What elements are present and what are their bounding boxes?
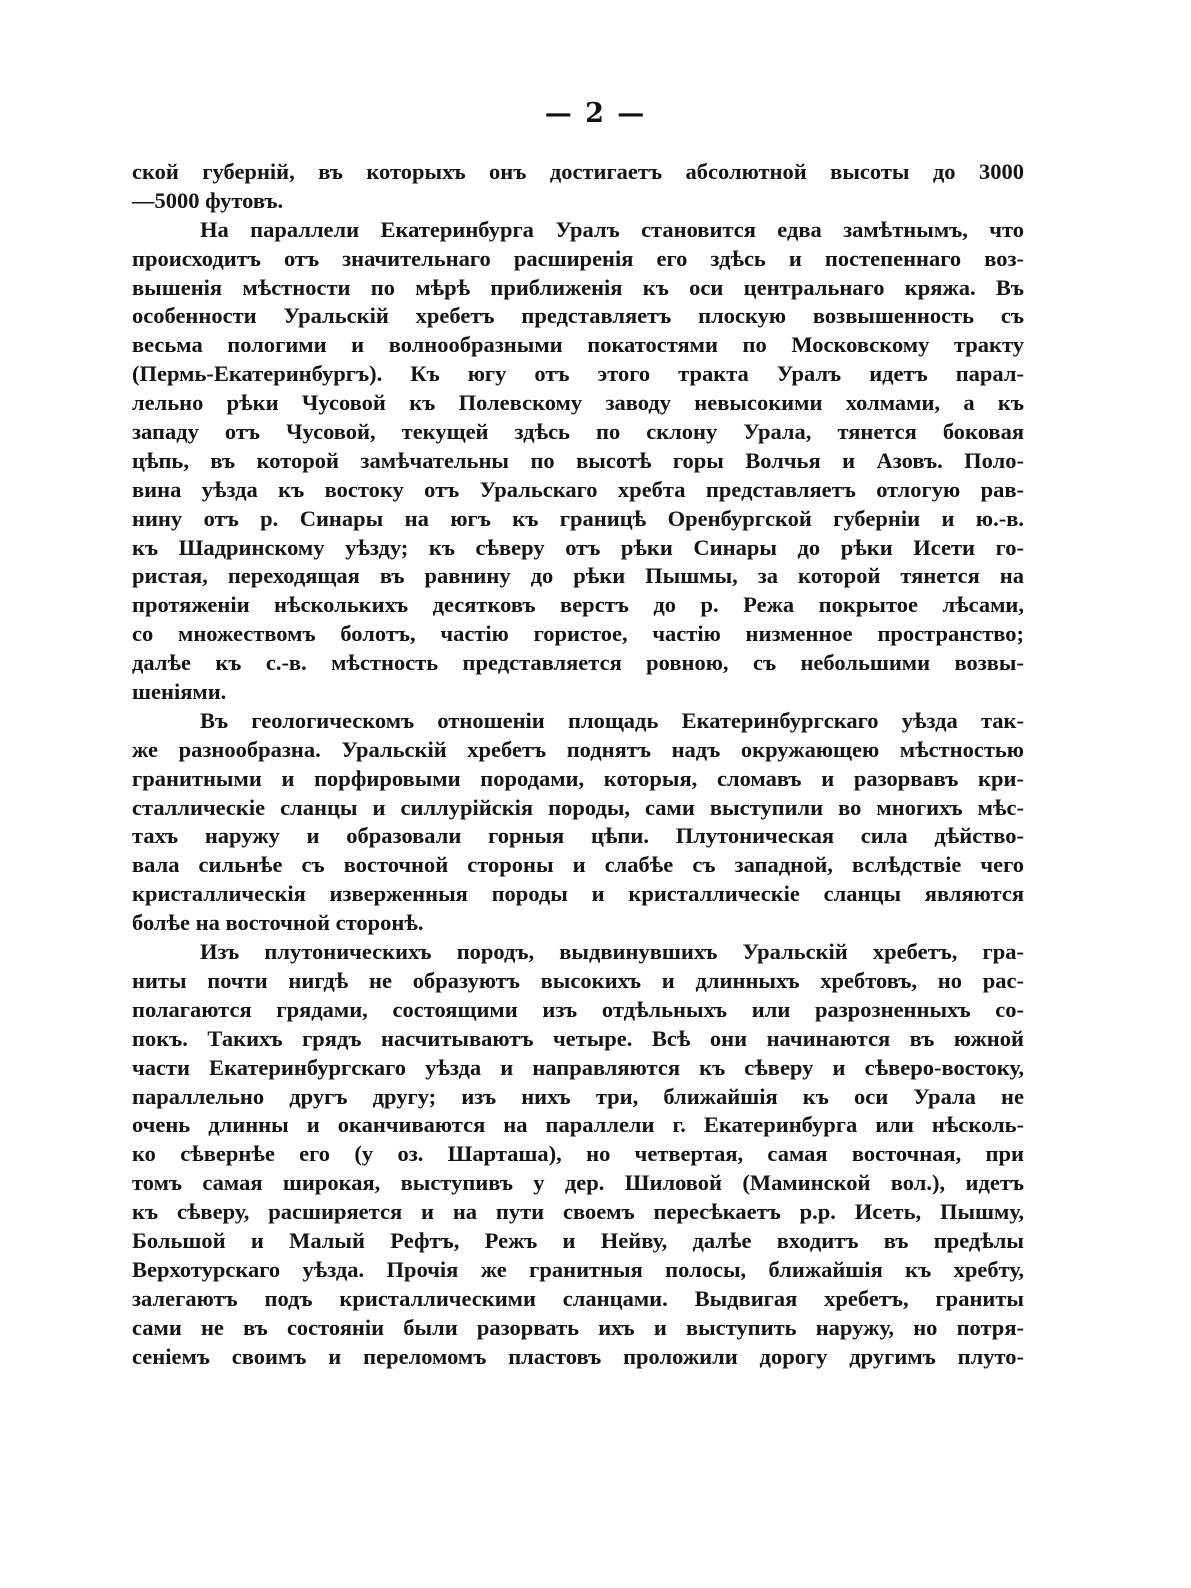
text-line: параллельно другъ другу; изъ нихъ три, ближайшія къ оси Урала не	[132, 1083, 1024, 1109]
text-line: Большой и Малый Рефтъ, Режъ и Нейву, далѣе входитъ въ предѣлы	[132, 1227, 1024, 1253]
text-line: гранитными и порфировыми породами, которыя, сломавъ и разорвавъ кри-	[132, 765, 1024, 791]
text-line: къ Шадринскому уѣзду; къ сѣверу отъ рѣки Синары до рѣки Исети го-	[132, 534, 1024, 560]
text-line: вина уѣзда къ востоку отъ Уральскаго хребта представляетъ отлогую рав-	[132, 476, 1024, 502]
text-line: особенности Уральскій хребетъ представляетъ плоскую возвышенность съ	[132, 303, 1024, 329]
text-line: Верхотурскаго уѣзда. Прочія же гранитныя полосы, ближайшія къ хребту,	[132, 1256, 1024, 1282]
text-line: къ сѣверу, расширяется и на пути своемъ пересѣкаетъ р.р. Исеть, Пышму,	[132, 1199, 1024, 1225]
text-line: же разнообразна. Уральскій хребетъ поднятъ надъ окружающею мѣстностью	[132, 736, 1024, 762]
body-text	[132, 158, 1024, 1371]
text-line: залегаютъ подъ кристаллическими сланцами. Выдвигая хребетъ, граниты	[132, 1285, 1024, 1311]
text-line: протяженіи нѣсколькихъ десятковъ верстъ до р. Режа покрытое лѣсами,	[132, 592, 1024, 618]
text-line: (Пермь-Екатеринбургъ). Къ югу отъ этого тракта Уралъ идетъ парал-	[132, 361, 1024, 387]
text-line: цѣпь, въ которой замѣчательны по высотѣ горы Волчья и Азовъ. Поло-	[132, 447, 1024, 473]
text-line: покъ. Такихъ грядъ насчитываютъ четыре. Всѣ они начинаются въ южной	[132, 1025, 1024, 1051]
text-line: происходитъ отъ значительнаго расширенія его здѣсь и постепеннаго воз-	[132, 245, 1024, 271]
text-line: части Екатеринбургскаго уѣзда и направляются къ сѣверу и сѣверо-востоку,	[132, 1054, 1024, 1080]
text-line: шеніями.	[132, 679, 227, 705]
text-line: —5000 футовъ.	[132, 187, 284, 213]
text-line: нину отъ р. Синары на югъ къ границѣ Оренбургской губерніи и ю.-в.	[132, 505, 1024, 531]
text-line: ко сѣвернѣе его (у оз. Шарташа), но четвертая, самая восточная, при	[132, 1141, 1024, 1167]
text-line: западу отъ Чусовой, текущей здѣсь по склону Урала, тянется боковая	[132, 419, 1024, 445]
text-line: Въ геологическомъ отношеніи площадь Екатеринбургскаго уѣзда так-	[200, 707, 1024, 733]
text-line: Изъ плутоническихъ породъ, выдвинувшихъ Уральскій хребетъ, гра-	[200, 939, 1024, 965]
text-line: далѣе къ с.-в. мѣстность представляется ровною, съ небольшими возвы-	[132, 650, 1024, 676]
text-line: очень длинны и оканчиваются на параллели г. Екатеринбурга или нѣсколь-	[132, 1112, 1024, 1138]
text-line: На параллели Екатеринбурга Уралъ становится едва замѣтнымъ, что	[200, 216, 1024, 242]
text-line: тахъ наружу и образовали горныя цѣпи. Плутоническая сила дѣйство-	[132, 823, 1024, 849]
text-line: томъ самая широкая, выступивъ у дер. Шиловой (Маминской вол.), идетъ	[132, 1170, 1024, 1196]
text-line: сталлическіе сланцы и силлурійскія породы, сами выступили во многихъ мѣс-	[132, 794, 1024, 820]
text-line: вышенія мѣстности по мѣрѣ приближенія къ оси центральнаго кряжа. Въ	[132, 274, 1024, 300]
text-line: весьма пологими и волнообразными покатостями по Московскому тракту	[132, 332, 1024, 358]
text-line: полагаются грядами, состоящими изъ отдѣльныхъ или разрозненныхъ со-	[132, 996, 1024, 1022]
text-line: сеніемъ своимъ и переломомъ пластовъ проложили дорогу другимъ плуто-	[132, 1343, 1024, 1369]
page-number: — 2 —	[544, 98, 647, 129]
text-line: кристаллическія изверженныя породы и кристаллическіе сланцы являются	[132, 881, 1024, 907]
text-line: лельно рѣки Чусовой къ Полевскому заводу невысокими холмами, а къ	[132, 390, 1024, 416]
text-line: ристая, переходящая въ равнину до рѣки Пышмы, за которой тянется на	[132, 563, 1024, 589]
text-line: вала сильнѣе съ восточной стороны и слабѣе съ западной, вслѣдствіе чего	[132, 852, 1024, 878]
text-line: ской губерній, въ которыхъ онъ достигаетъ абсолютной высоты до 3000	[132, 159, 1024, 184]
text-line: ниты почти нигдѣ не образуютъ высокихъ и длинныхъ хребтовъ, но рас-	[132, 967, 1024, 993]
text-line: сами не въ состояніи были разорвать ихъ и выступить наружу, но потря-	[132, 1314, 1024, 1340]
text-line: со множествомъ болотъ, частію гористое, частію низменное пространство;	[132, 621, 1024, 647]
text-line: болѣе на восточной сторонѣ.	[132, 910, 424, 936]
